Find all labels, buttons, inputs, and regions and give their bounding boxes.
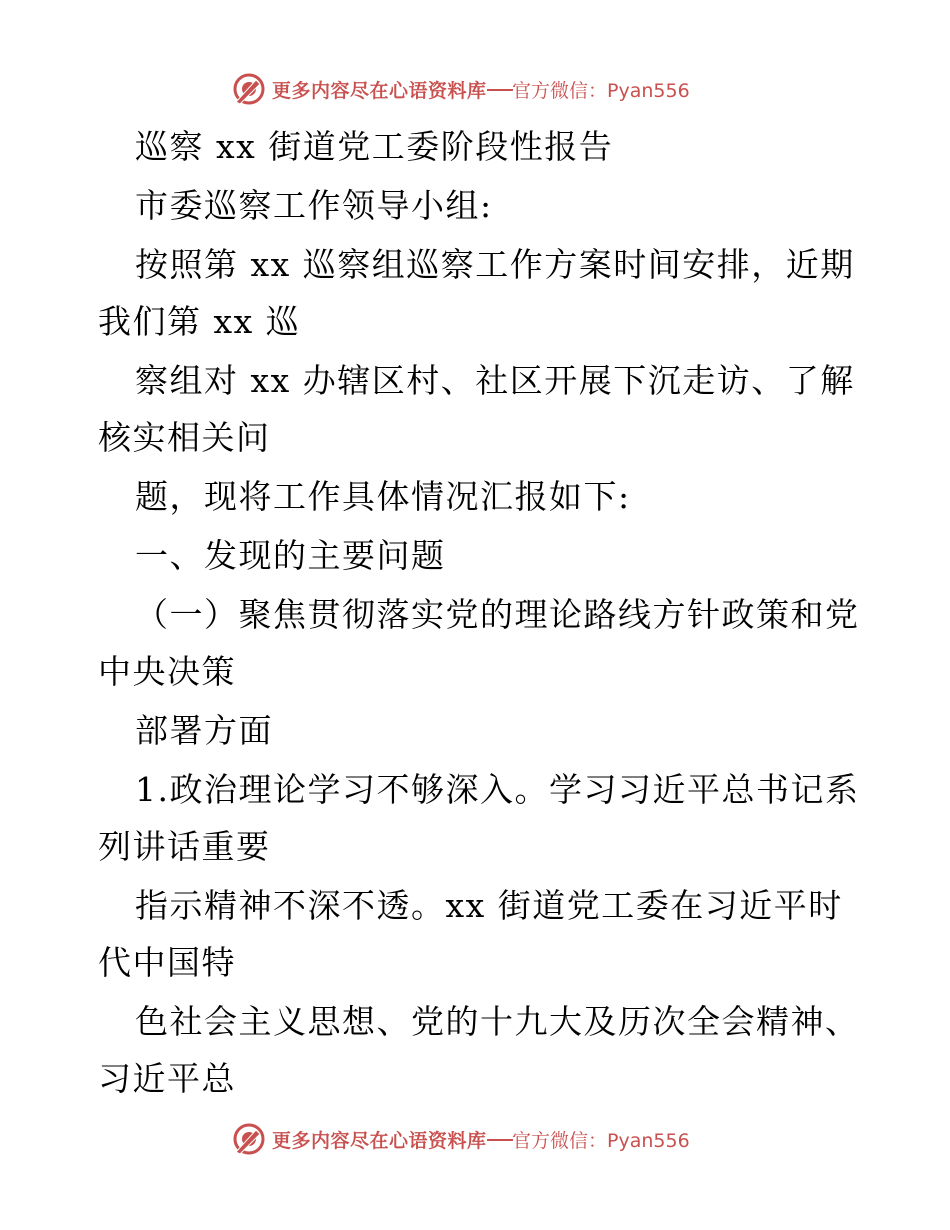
section-heading: 一、发现的主要问题 xyxy=(135,536,446,575)
paragraph-line: 习近平总 xyxy=(98,1059,236,1098)
paragraph-line: 题，现将工作具体情况汇报如下: xyxy=(135,477,631,516)
header-banner xyxy=(0,70,950,110)
paragraph-line: 按照第 xx 巡察组巡察工作方案时间安排，近期 xyxy=(135,245,855,284)
subsection-heading: （一）聚焦贯彻落实党的理论路线方针政策和党 xyxy=(135,595,860,634)
banner-title: 更多内容尽在心语资料库 xyxy=(272,80,487,102)
footer-banner xyxy=(0,1120,950,1160)
paragraph-line: 色社会主义思想、党的十九大及历次全会精神、 xyxy=(135,1002,860,1041)
banner-dash xyxy=(487,89,513,91)
pen-seal-icon xyxy=(232,72,266,106)
subsection-heading: 部署方面 xyxy=(135,711,273,750)
banner-wechat: 官方微信：Pyan556 xyxy=(512,1130,690,1152)
banner-title: 更多内容尽在心语资料库 xyxy=(272,1130,487,1152)
document-title: 巡察 xx 街道党工委阶段性报告 xyxy=(135,127,614,166)
banner-dash xyxy=(487,1139,513,1141)
paragraph-line: 察组对 xx 办辖区村、社区开展下沉走访、了解 xyxy=(135,361,855,400)
paragraph-line: 列讲话重要 xyxy=(98,827,271,866)
paragraph-line: 1.政治理论学习不够深入。学习习近平总书记系 xyxy=(135,770,860,809)
salutation: 市委巡察工作领导小组: xyxy=(135,186,493,225)
pen-seal-icon xyxy=(232,1122,266,1156)
paragraph-line: 我们第 xx 巡 xyxy=(98,302,301,341)
paragraph-line: 核实相关问 xyxy=(98,418,271,457)
paragraph-line: 指示精神不深不透。xx 街道党工委在习近平时 xyxy=(135,886,843,925)
banner-wechat: 官方微信：Pyan556 xyxy=(512,80,690,102)
subsection-heading: 中央决策 xyxy=(98,652,236,691)
paragraph-line: 代中国特 xyxy=(98,943,236,982)
